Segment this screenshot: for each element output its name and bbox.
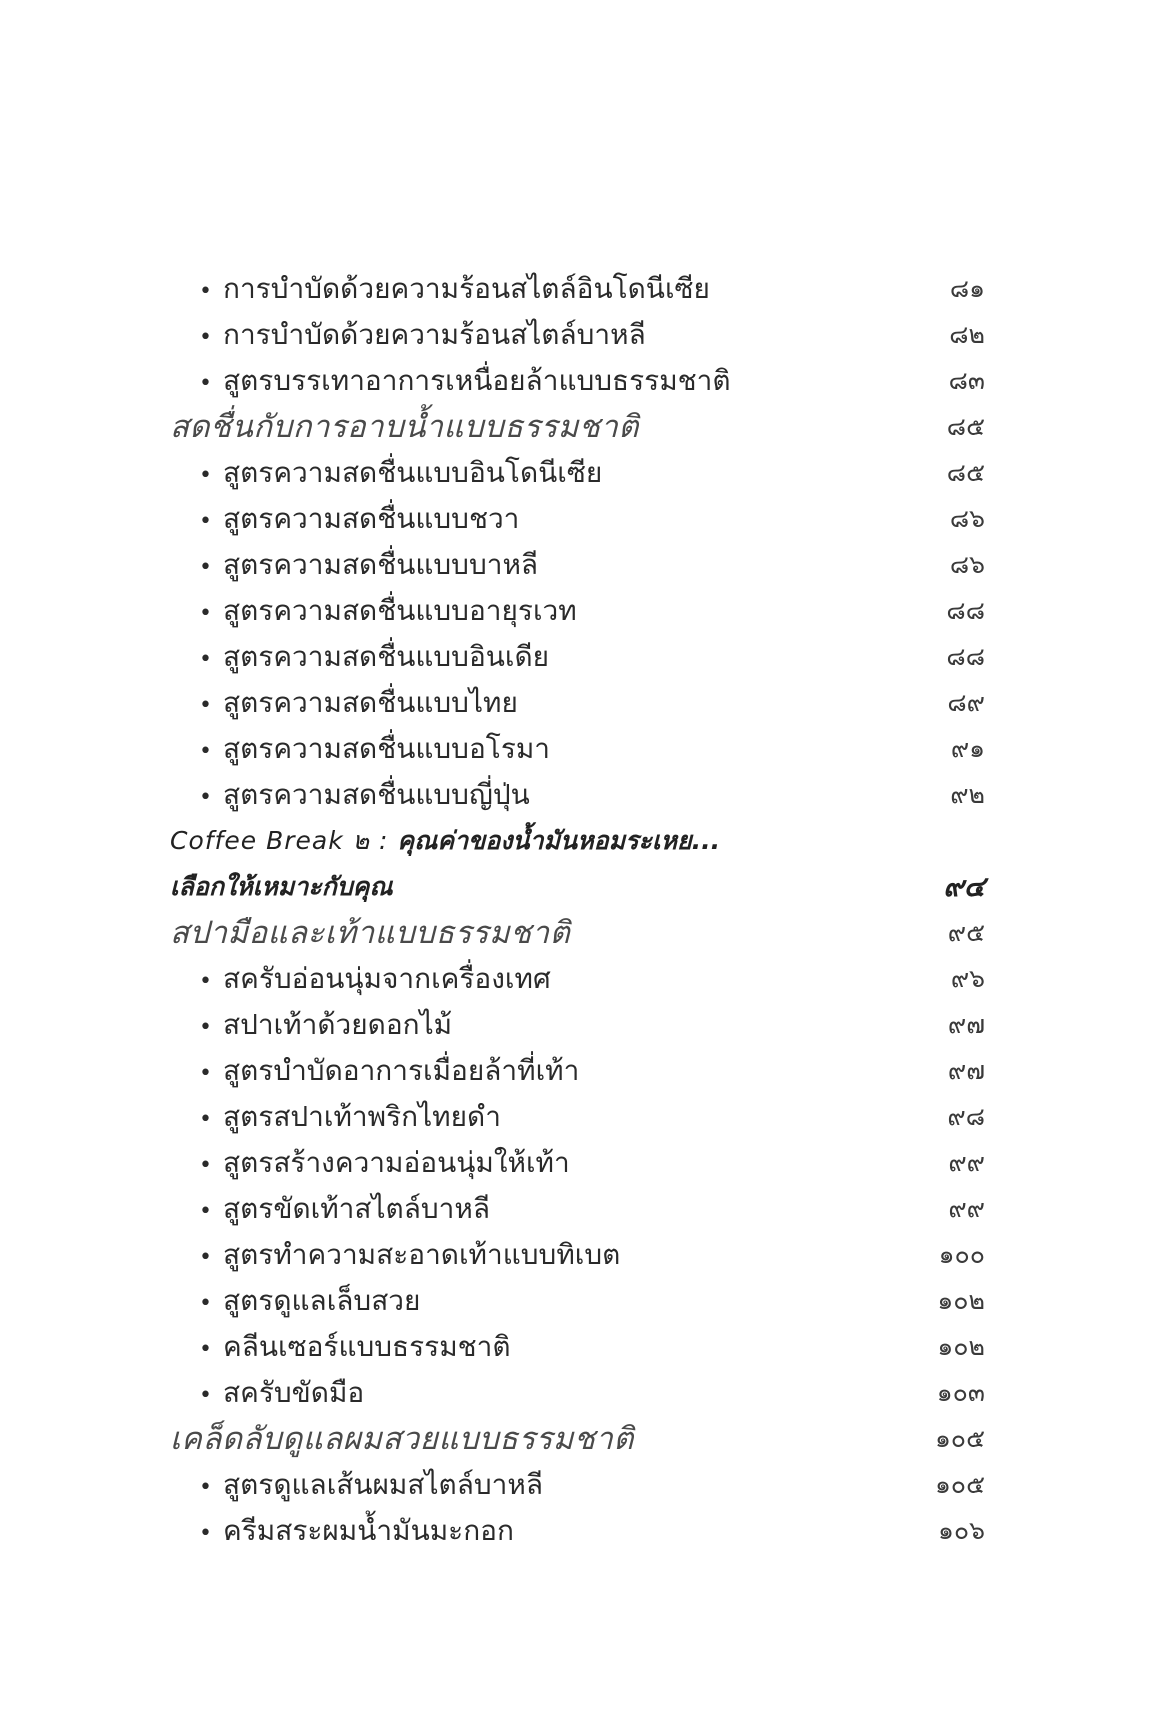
toc-item[interactable] — [170, 726, 985, 772]
bullet-icon: • — [199, 509, 212, 534]
toc-item-page: ๘๕ — [946, 458, 985, 487]
bullet-icon: • — [199, 325, 212, 350]
bullet-icon: • — [199, 1107, 212, 1132]
toc-section-bath[interactable] — [170, 404, 985, 450]
toc-item[interactable] — [170, 772, 985, 818]
toc-item[interactable] — [170, 542, 985, 588]
toc-item-page: ๙๗ — [947, 1010, 985, 1039]
toc-item-title: คลีนเซอร์แบบธรรมชาติ — [223, 1330, 511, 1363]
bullet-icon: • — [199, 555, 212, 580]
toc-item-page: ๙๑ — [950, 734, 985, 763]
toc-item-title: สครับขัดมือ — [223, 1376, 365, 1409]
toc-item-title: ครีมสระผมน้ำมันมะกอก — [223, 1514, 514, 1547]
toc-section-title: สดชื่นกับการอาบน้ำแบบธรรมชาติ — [170, 409, 639, 445]
bullet-icon: • — [199, 1337, 212, 1362]
toc-section-page: ๘๕ — [946, 412, 985, 441]
coffee-break-page: ๙๔ — [943, 870, 985, 903]
toc-item[interactable] — [170, 1508, 985, 1554]
toc-item-title: สูตรบำบัดอาการเมื่อยล้าที่เท้า — [223, 1054, 580, 1087]
toc-coffee-break[interactable] — [170, 818, 985, 864]
toc-item-page: ๘๖ — [949, 550, 985, 579]
toc-item-page: ๘๙ — [947, 688, 985, 717]
toc-item[interactable] — [170, 358, 985, 404]
toc-item-page: ๑๐๒ — [937, 1286, 985, 1315]
toc-item-page: ๙๗ — [947, 1056, 985, 1085]
toc-item-title: สูตรขัดเท้าสไตล์บาหลี — [223, 1192, 491, 1225]
bullet-icon: • — [199, 1475, 212, 1500]
bullet-icon: • — [199, 279, 212, 304]
bullet-icon: • — [199, 371, 212, 396]
toc-item-page: ๙๙ — [948, 1194, 985, 1223]
toc-section-title: สปามือและเท้าแบบธรรมชาติ — [170, 915, 571, 951]
toc-item[interactable] — [170, 1324, 985, 1370]
bullet-icon: • — [199, 1245, 212, 1270]
coffee-break-prefix: Coffee Break ๒ : — [170, 826, 398, 855]
toc-item[interactable] — [170, 1002, 985, 1048]
bullet-icon: • — [199, 1383, 212, 1408]
toc-item-page: ๘๑ — [949, 274, 985, 303]
toc-item[interactable] — [170, 496, 985, 542]
coffee-break-title-line2: เลือกให้เหมาะกับคุณ — [170, 872, 393, 901]
toc-item-title: สครับอ่อนนุ่มจากเครื่องเทศ — [223, 962, 551, 995]
toc-item[interactable] — [170, 680, 985, 726]
toc-item-page: ๙๘ — [947, 1102, 985, 1131]
toc-section-spa[interactable] — [170, 910, 985, 956]
toc-section-page: ๙๕ — [947, 918, 985, 947]
bullet-icon: • — [199, 969, 212, 994]
toc-item-title: สูตรความสดชื่นแบบอโรมา — [223, 732, 551, 765]
toc-item-page: ๘๓ — [948, 366, 985, 395]
toc-item[interactable] — [170, 956, 985, 1002]
toc-item[interactable] — [170, 1048, 985, 1094]
toc-item[interactable] — [170, 1232, 985, 1278]
toc-item[interactable] — [170, 1370, 985, 1416]
bullet-icon: • — [199, 1521, 212, 1546]
toc-item-page: ๘๒ — [949, 320, 985, 349]
bullet-icon: • — [199, 1061, 212, 1086]
toc-item-title: สูตรดูแลเล็บสวย — [223, 1284, 421, 1317]
toc-item-title: สปาเท้าด้วยดอกไม้ — [223, 1008, 453, 1041]
bullet-icon: • — [199, 785, 212, 810]
bullet-icon: • — [199, 1291, 212, 1316]
toc-item[interactable] — [170, 634, 985, 680]
toc-item-title: สูตรสปาเท้าพริกไทยดำ — [223, 1100, 501, 1133]
table-of-contents — [170, 266, 985, 1554]
toc-item-title: สูตรความสดชื่นแบบอายุรเวท — [223, 594, 577, 627]
coffee-break-title-line1: คุณค่าของน้ำมันหอมระเหย... — [397, 826, 721, 855]
toc-item[interactable] — [170, 312, 985, 358]
bullet-icon: • — [199, 463, 212, 488]
toc-item-title: การบำบัดด้วยความร้อนสไตล์อินโดนีเซีย — [223, 272, 710, 305]
bullet-icon: • — [199, 647, 212, 672]
toc-item-title: สูตรความสดชื่นแบบไทย — [223, 686, 518, 719]
toc-item-title: สูตรความสดชื่นแบบอินเดีย — [223, 640, 550, 673]
toc-item[interactable] — [170, 1140, 985, 1186]
toc-item-page: ๑๐๓ — [936, 1378, 985, 1407]
toc-item-title: สูตรความสดชื่นแบบชวา — [223, 502, 520, 535]
bullet-icon: • — [199, 739, 212, 764]
toc-section-title: เคล็ดลับดูแลผมสวยแบบธรรมชาติ — [170, 1421, 634, 1457]
toc-item-title: สูตรความสดชื่นแบบอินโดนีเซีย — [223, 456, 603, 489]
toc-item[interactable] — [170, 588, 985, 634]
toc-item-page: ๑๐๕ — [934, 1470, 985, 1499]
toc-item[interactable] — [170, 1186, 985, 1232]
toc-item-page: ๘๘ — [946, 596, 985, 625]
toc-item-page: ๘๘ — [946, 642, 985, 671]
toc-item-title: สูตรสร้างความอ่อนนุ่มให้เท้า — [223, 1146, 570, 1179]
toc-item-title: สูตรบรรเทาอาการเหนื่อยล้าแบบธรรมชาติ — [223, 364, 731, 397]
toc-item-page: ๑๐๒ — [937, 1332, 985, 1361]
toc-item-title: การบำบัดด้วยความร้อนสไตล์บาหลี — [223, 318, 646, 351]
toc-item[interactable] — [170, 450, 985, 496]
toc-item-page: ๙๙ — [948, 1148, 985, 1177]
bullet-icon: • — [199, 1199, 212, 1224]
bullet-icon: • — [199, 1153, 212, 1178]
toc-item-page: ๙๒ — [950, 780, 985, 809]
toc-item-page: ๑๐๐ — [938, 1240, 985, 1269]
toc-section-hair[interactable] — [170, 1416, 985, 1462]
toc-item[interactable] — [170, 266, 985, 312]
toc-item[interactable] — [170, 1278, 985, 1324]
bullet-icon: • — [199, 601, 212, 626]
toc-item-title: สูตรดูแลเส้นผมสไตล์บาหลี — [223, 1468, 543, 1501]
toc-item-page: ๑๐๖ — [938, 1516, 985, 1545]
toc-item-title: สูตรความสดชื่นแบบญี่ปุ่น — [223, 778, 530, 811]
toc-item-page: ๘๖ — [949, 504, 985, 533]
toc-item[interactable] — [170, 1094, 985, 1140]
toc-coffee-break-cont[interactable] — [170, 864, 985, 910]
toc-item-page: ๙๖ — [950, 964, 985, 993]
toc-item[interactable] — [170, 1462, 985, 1508]
bullet-icon: • — [199, 1015, 212, 1040]
bullet-icon: • — [199, 693, 212, 718]
toc-item-title: สูตรความสดชื่นแบบบาหลี — [223, 548, 539, 581]
toc-item-title: สูตรทำความสะอาดเท้าแบบทิเบต — [223, 1238, 621, 1271]
toc-section-page: ๑๐๕ — [934, 1424, 985, 1453]
